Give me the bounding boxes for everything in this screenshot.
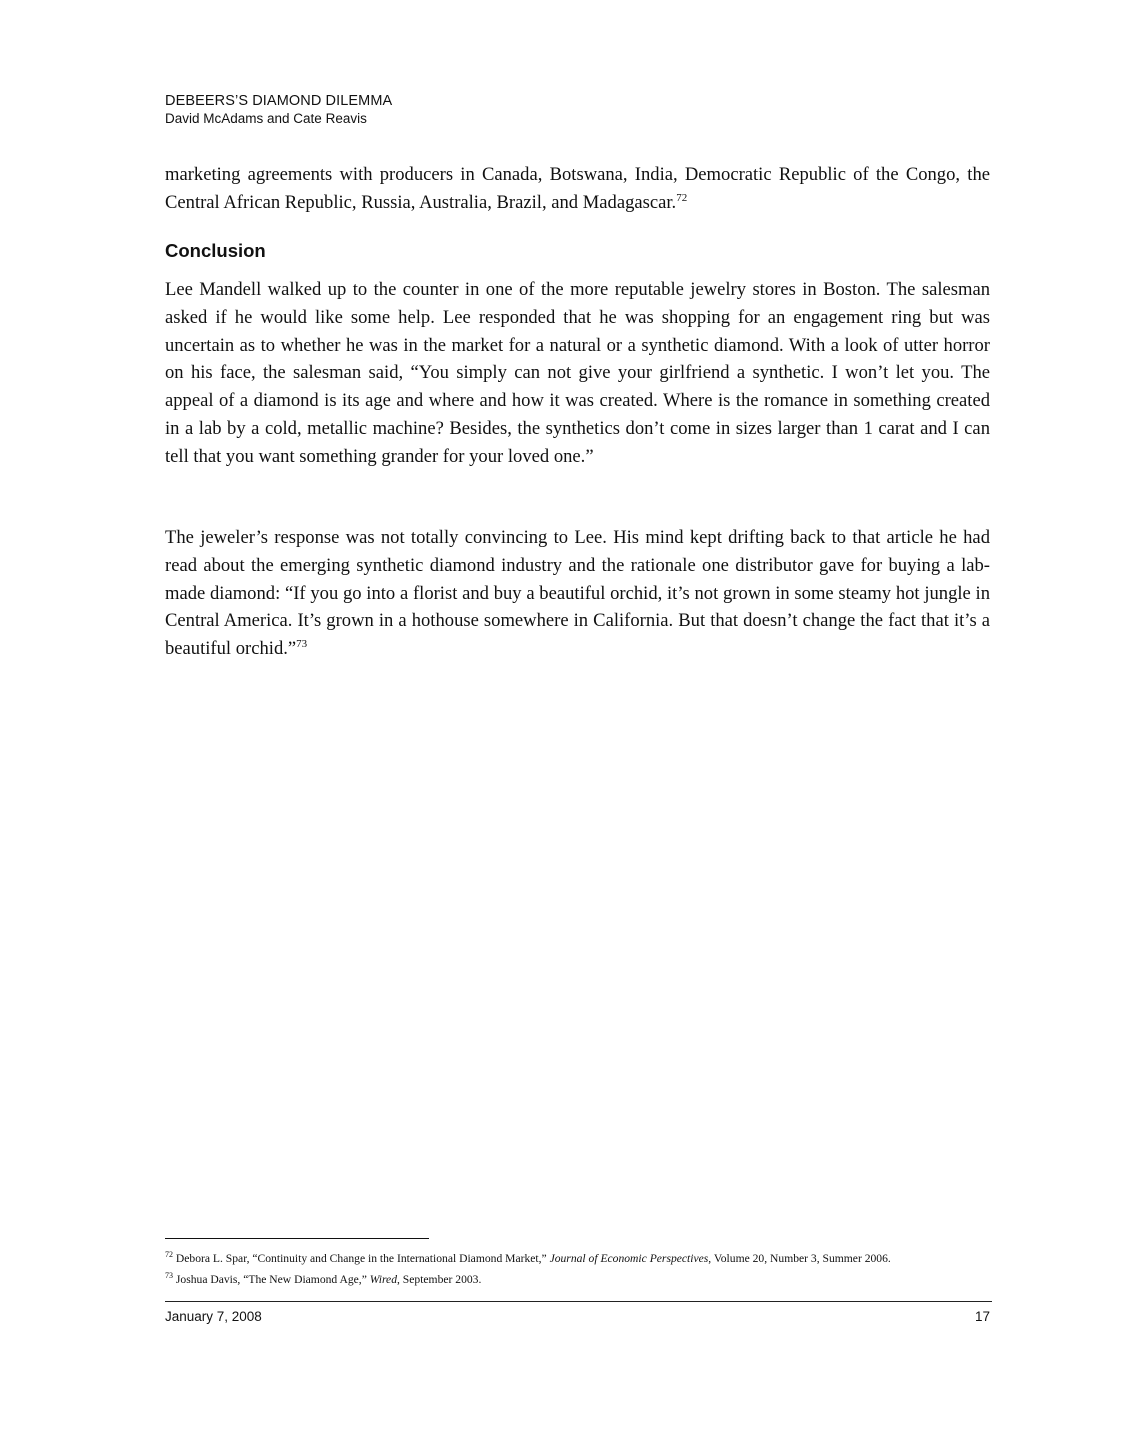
document-authors: David McAdams and Cate Reavis [165,111,367,126]
footnote-text-end: , Volume 20, Number 3, Summer 2006. [708,1252,891,1265]
page-footer [165,1308,990,1325]
intro-paragraph [165,161,990,217]
footnote-72 [165,1248,995,1269]
section-heading: Conclusion [165,240,266,261]
footnote-number: 73 [165,1271,173,1281]
footnote-ref-73: 73 [296,638,308,650]
document-title: DEBEERS’S DIAMOND DILEMMA [165,93,393,109]
page-number: 17 [974,1309,990,1324]
footnote-73 [165,1269,995,1290]
conclusion-paragraph-1-text: Lee Mandell walked up to the counter in one of the more reputable jewelry stores in Boston. The salesman asked if he would like some help. Lee responded that he was shopping for an engagement ring but was uncertain as to whether he was in the market for a natural or a synthetic diamond. With a look of utter horror on his face, the salesman said, “You simply can not give your girlfriend a synthetic. I won’t let you. The appeal of a diamond is its age and where and how it was created. Where is the romance in something created in a lab by a cold, metallic machine? Besides, the synthetics don’t come in sizes larger than 1 carat and I can tell that you want something grander for your loved one.” [165,279,990,467]
conclusion-paragraph-1 [165,276,990,471]
footnotes [165,1248,995,1290]
footer-date: January 7, 2008 [165,1309,262,1324]
running-header [165,93,392,127]
intro-paragraph-text: marketing agreements with producers in Canada, Botswana, India, Democratic Republic of the Congo, the Central African Republic, Russia, Australia, Brazil, and Madagascar. [165,164,990,213]
footer-separator [165,1301,992,1302]
conclusion-paragraph-2 [165,524,990,663]
footnote-journal-title: Journal of Economic Perspectives [549,1252,709,1265]
footnote-text: Joshua Davis, “The New Diamond Age,” [175,1273,370,1286]
footnote-number: 72 [165,1250,173,1260]
footnote-ref-72: 72 [676,191,688,204]
conclusion-paragraph-2-text: The jeweler’s response was not totally convincing to Lee. His mind kept drifting back to that article he had read about the emerging synthetic diamond industry and the rationale one distributor gave for buying a lab-made diamond: “If you go into a florist and buy a beautiful orchid, it’s not grown in some steamy hot jungle in Central America. It’s grown in a hothouse somewhere in California. But that doesn’t change the fact that it’s a beautiful orchid.” [165,527,990,660]
footnote-magazine-title: Wired [369,1273,397,1286]
footnote-text-end: , September 2003. [397,1273,482,1286]
footnote-text: Debora L. Spar, “Continuity and Change in the International Diamond Market,” [175,1252,550,1265]
footnote-separator [165,1238,429,1239]
